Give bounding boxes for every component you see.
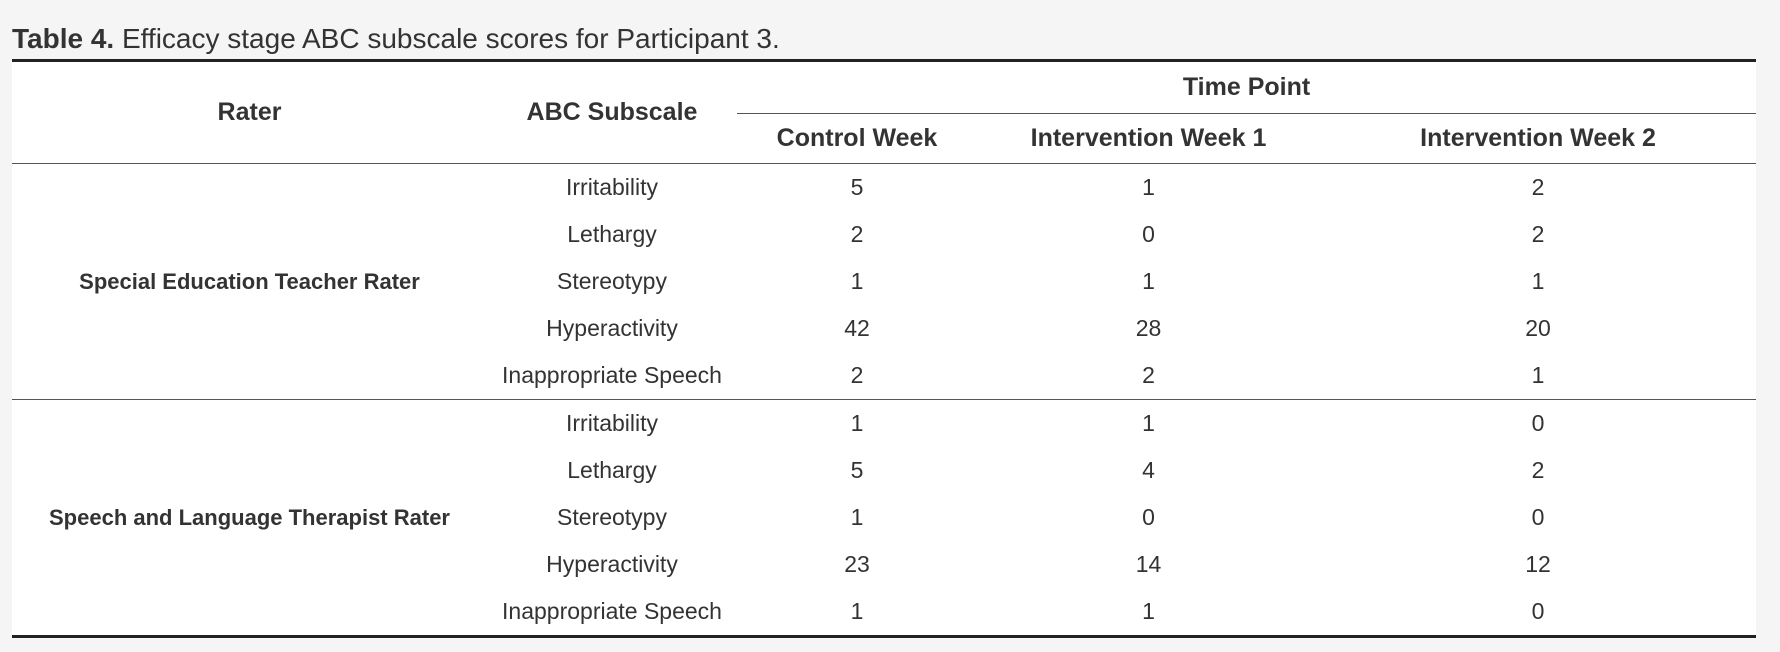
- table-caption-label: Table 4.: [12, 23, 115, 54]
- intervention-week-2-header: Intervention Week 2: [1320, 114, 1756, 164]
- intervention-week-1-header: Intervention Week 1: [977, 114, 1320, 164]
- score-cell: 2: [977, 352, 1320, 400]
- control-week-header: Control Week: [737, 114, 977, 164]
- score-cell: 42: [844, 315, 870, 341]
- subscale-cell: Irritability: [565, 174, 658, 200]
- table-row: [12, 164, 1756, 212]
- score-cell: 2: [1531, 221, 1545, 247]
- score-cell: 5: [850, 174, 864, 200]
- score-cell: 0: [1531, 598, 1545, 624]
- score-cell: 1: [1320, 352, 1756, 400]
- subscale-cell: Stereotypy: [557, 268, 667, 294]
- header-row-top: [12, 61, 1756, 114]
- score-cell: 1: [1142, 598, 1155, 624]
- score-cell: 1: [850, 410, 864, 436]
- subscale-cell: Irritability: [565, 410, 658, 436]
- rater-name: Speech and Language Therapist Rater: [49, 504, 450, 530]
- subscale-cell: Lethargy: [567, 221, 657, 247]
- score-cell: 5: [850, 457, 864, 483]
- score-cell: 1: [1142, 410, 1155, 436]
- score-cell: 1: [1142, 268, 1155, 294]
- score-cell: 20: [1525, 315, 1551, 341]
- score-cell: 1: [1142, 174, 1155, 200]
- therapist-rater-group: [12, 400, 1756, 637]
- abc-scores-table: [12, 59, 1756, 638]
- subscale-cell: Hyperactivity: [546, 551, 678, 577]
- score-cell: 2: [1531, 174, 1545, 200]
- score-cell: 0: [1142, 504, 1155, 530]
- score-cell: 2: [1531, 457, 1545, 483]
- subscale-cell: Hyperactivity: [546, 315, 678, 341]
- score-cell: 23: [844, 551, 870, 577]
- score-cell: 0: [1142, 221, 1155, 247]
- table-caption-text: Efficacy stage ABC subscale scores for Participant 3.: [114, 23, 780, 54]
- score-cell: 12: [1525, 551, 1551, 577]
- score-cell: 2: [850, 221, 864, 247]
- score-cell: 0: [1531, 504, 1545, 530]
- table-header: [12, 61, 1756, 164]
- score-cell: 0: [1531, 410, 1545, 436]
- score-cell: 14: [1135, 551, 1162, 577]
- score-cell: 1: [850, 504, 864, 530]
- subscale-cell: Inappropriate Speech: [487, 352, 737, 400]
- subscale-column-header: ABC Subscale: [487, 61, 737, 164]
- score-cell: 4: [1142, 457, 1155, 483]
- score-cell: 2: [737, 352, 977, 400]
- teacher-rater-group: [12, 164, 1756, 400]
- score-cell: 28: [1135, 315, 1162, 341]
- subscale-cell: Stereotypy: [557, 504, 667, 530]
- subscale-cell: Inappropriate Speech: [502, 598, 722, 624]
- score-cell: 1: [850, 598, 864, 624]
- time-point-header: Time Point: [737, 61, 1756, 114]
- table-caption: [12, 20, 780, 58]
- rater-column-header: Rater: [12, 61, 487, 164]
- subscale-cell: Lethargy: [567, 457, 657, 483]
- score-cell: 1: [1531, 268, 1545, 294]
- rater-name: Special Education Teacher Rater: [12, 164, 487, 400]
- table-row: [12, 400, 1756, 448]
- score-cell: 1: [850, 268, 864, 294]
